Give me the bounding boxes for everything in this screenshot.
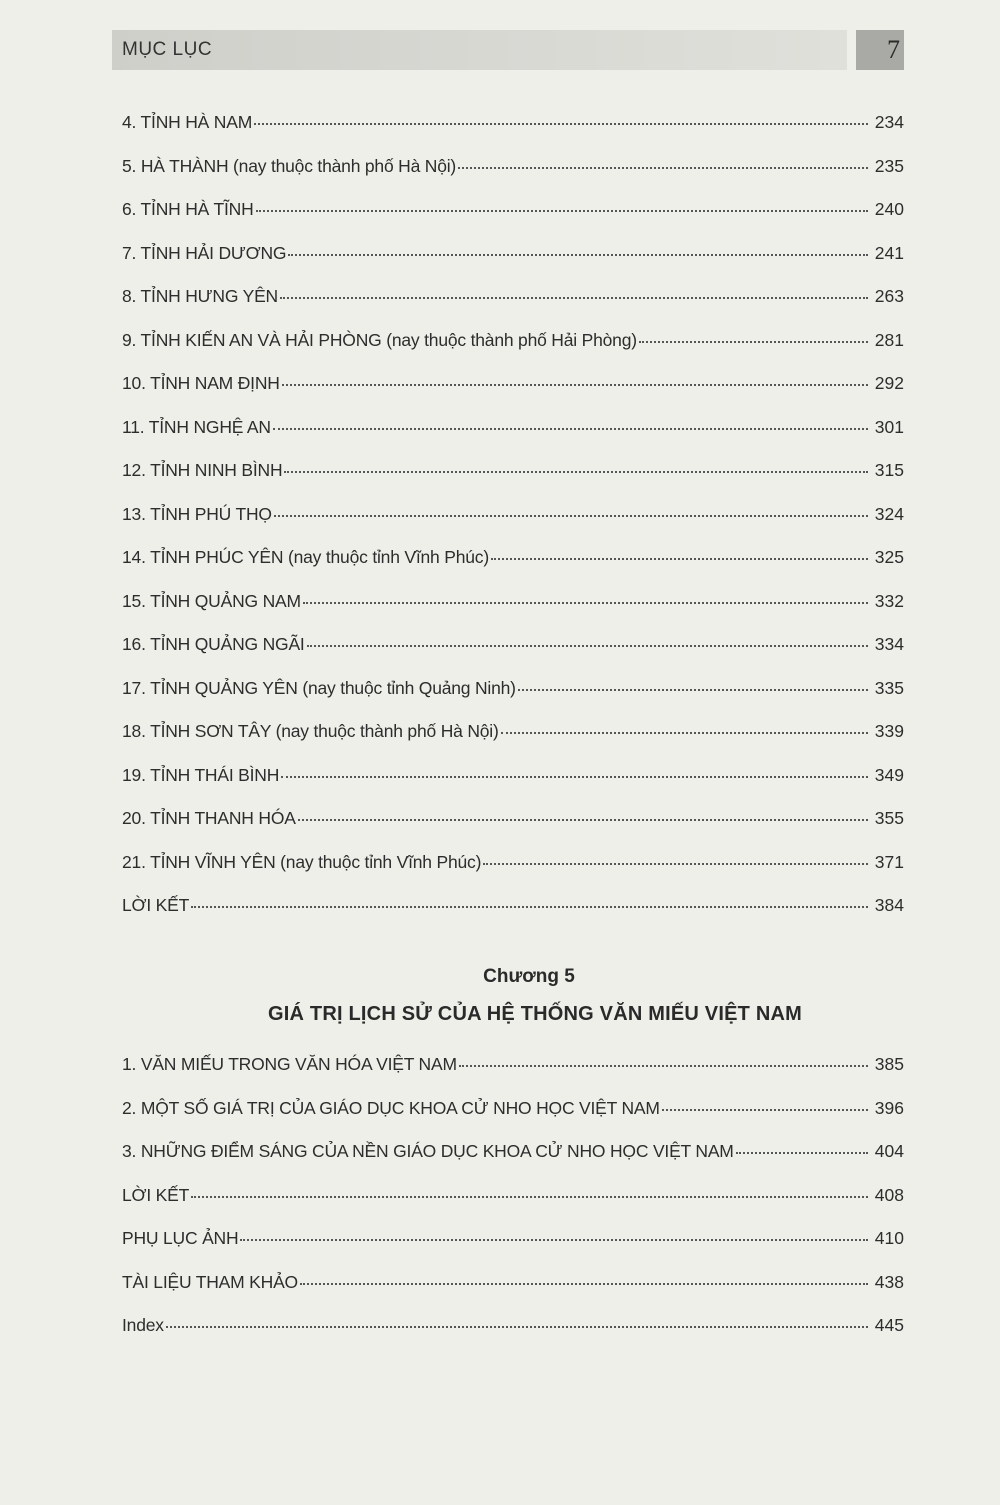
toc-entry[interactable] — [122, 286, 904, 330]
toc-entry-page: 292 — [874, 373, 904, 393]
toc-entry-label: 12. TỈNH NINH BÌNH — [122, 460, 283, 480]
toc-entry[interactable] — [122, 243, 904, 287]
toc-entry[interactable] — [122, 852, 904, 896]
toc-entry-page: 301 — [874, 416, 904, 437]
toc-entry[interactable] — [122, 634, 904, 678]
toc-entry-page: 235 — [874, 155, 904, 176]
dot-leader — [458, 167, 868, 169]
dot-leader — [300, 1283, 868, 1285]
toc-entry-page: 385 — [874, 1054, 904, 1074]
header-title: MỤC LỤC — [122, 39, 213, 60]
toc-entry[interactable] — [122, 678, 904, 722]
dot-leader — [736, 1152, 868, 1154]
dot-leader — [281, 776, 868, 778]
toc-entry-page: 371 — [874, 851, 904, 872]
dot-leader — [501, 732, 868, 734]
toc-entry[interactable] — [122, 504, 904, 548]
chapter-number: Chương 5 — [483, 966, 575, 987]
toc-entry[interactable] — [122, 156, 904, 200]
toc-entry-page: 325 — [874, 547, 904, 567]
toc-entry[interactable] — [122, 199, 904, 243]
dot-leader — [483, 863, 868, 865]
toc-entry-label: 3. NHỮNG ĐIỂM SÁNG CỦA NỀN GIÁO DỤC KHOA CỬ NHO HỌC VIỆT NAM — [122, 1141, 734, 1161]
toc-entry-label: LỜI KẾT — [122, 1184, 190, 1205]
toc-entry-page: 396 — [874, 1097, 904, 1118]
dot-leader — [191, 906, 868, 908]
toc-entry-label: 2. MỘT SỐ GIÁ TRỊ CỦA GIÁO DỤC KHOA CỬ NHO HỌC VIỆT NAM — [122, 1097, 660, 1118]
toc-entry-label: 17. TỈNH QUẢNG YÊN (nay thuộc tỉnh Quảng Ninh) — [122, 677, 516, 698]
toc-entry[interactable] — [122, 1185, 904, 1229]
toc-entry-page: 404 — [874, 1141, 904, 1161]
toc-entry[interactable] — [122, 547, 904, 591]
toc-entry-label: 21. TỈNH VĨNH YÊN (nay thuộc tỉnh Vĩnh Phúc) — [122, 851, 482, 872]
toc-entry-label: 19. TỈNH THÁI BÌNH — [122, 764, 280, 785]
toc-entry-label: TÀI LIỆU THAM KHẢO — [122, 1271, 298, 1292]
toc-entry[interactable] — [122, 765, 904, 809]
toc-entry-label: 8. TỈNH HƯNG YÊN — [122, 286, 278, 306]
toc-entry-label: 15. TỈNH QUẢNG NAM — [122, 590, 301, 611]
toc-entry[interactable] — [122, 112, 904, 156]
toc-list-chapter-5 — [122, 1054, 904, 1359]
toc-entry[interactable] — [122, 895, 904, 939]
toc-entry[interactable] — [122, 721, 904, 765]
dot-leader — [303, 602, 868, 604]
toc-entry-label: 7. TỈNH HẢI DƯƠNG — [122, 242, 287, 263]
toc-list-chapter-4 — [122, 112, 904, 939]
dot-leader — [274, 515, 868, 517]
toc-entry-label: LỜI KẾT — [122, 895, 190, 915]
dot-leader — [256, 210, 868, 212]
toc-entry-page: 281 — [874, 329, 904, 350]
running-header — [112, 30, 847, 70]
toc-entry-page: 410 — [874, 1228, 904, 1248]
dot-leader — [639, 341, 868, 343]
toc-entry-label: 9. TỈNH KIẾN AN VÀ HẢI PHÒNG (nay thuộc thành phố Hải Phòng) — [122, 329, 637, 350]
dot-leader — [166, 1326, 868, 1328]
toc-entry-page: 349 — [874, 764, 904, 785]
dot-leader — [307, 645, 868, 647]
page-number: 7 — [887, 35, 900, 64]
toc-entry[interactable] — [122, 591, 904, 635]
toc-entry-label: 6. TỈNH HÀ TĨNH — [122, 199, 254, 219]
toc-entry[interactable] — [122, 460, 904, 504]
toc-entry-label: PHỤ LỤC ẢNH — [122, 1228, 239, 1248]
toc-entry-label: 18. TỈNH SƠN TÂY (nay thuộc thành phố Hà Nội) — [122, 721, 499, 741]
toc-entry-page: 408 — [874, 1184, 904, 1205]
toc-entry-page: 438 — [874, 1271, 904, 1292]
toc-entry[interactable] — [122, 808, 904, 852]
dot-leader — [298, 819, 868, 821]
dot-leader — [191, 1196, 868, 1198]
toc-entry[interactable] — [122, 1315, 904, 1359]
dot-leader — [240, 1239, 868, 1241]
toc-entry-page: 334 — [874, 634, 904, 654]
toc-entry-page: 240 — [874, 199, 904, 219]
dot-leader — [491, 558, 868, 560]
toc-entry-page: 335 — [874, 677, 904, 698]
toc-entry-label: 20. TỈNH THANH HÓA — [122, 808, 296, 828]
toc-entry-label: 13. TỈNH PHÚ THỌ — [122, 503, 272, 524]
toc-entry-page: 241 — [874, 242, 904, 263]
toc-entry-label: 5. HÀ THÀNH (nay thuộc thành phố Hà Nội) — [122, 155, 457, 176]
dot-leader — [254, 123, 868, 125]
toc-entry-page: 355 — [874, 808, 904, 828]
toc-entry-page: 315 — [874, 460, 904, 480]
dot-leader — [280, 297, 868, 299]
toc-entry-label: 1. VĂN MIẾU TRONG VĂN HÓA VIỆT NAM — [122, 1054, 457, 1074]
toc-entry-page: 234 — [874, 112, 904, 132]
toc-entry[interactable] — [122, 417, 904, 461]
toc-entry-label: 16. TỈNH QUẢNG NGÃI — [122, 634, 305, 654]
toc-entry-page: 339 — [874, 721, 904, 741]
toc-entry-page: 445 — [874, 1315, 904, 1335]
toc-entry-label: 4. TỈNH HÀ NAM — [122, 112, 253, 132]
toc-entry[interactable] — [122, 1054, 904, 1098]
toc-entry-label: Index — [122, 1315, 164, 1335]
toc-entry[interactable] — [122, 1098, 904, 1142]
dot-leader — [284, 471, 868, 473]
toc-entry-label: 11. TỈNH NGHỆ AN — [122, 416, 271, 437]
dot-leader — [459, 1065, 868, 1067]
dot-leader — [662, 1109, 868, 1111]
dot-leader — [273, 428, 868, 430]
toc-entry[interactable] — [122, 330, 904, 374]
toc-entry-label: 10. TỈNH NAM ĐỊNH — [122, 373, 280, 393]
toc-entry[interactable] — [122, 1228, 904, 1272]
toc-entry-page: 263 — [874, 286, 904, 306]
chapter-title: GIÁ TRỊ LỊCH SỬ CỦA HỆ THỐNG VĂN MIẾU VIỆT NAM — [268, 1003, 802, 1025]
toc-entry[interactable] — [122, 1141, 904, 1185]
toc-entry[interactable] — [122, 373, 904, 417]
page-number-box — [856, 30, 904, 70]
toc-entry-page: 324 — [874, 503, 904, 524]
dot-leader — [288, 254, 868, 256]
toc-entry-page: 384 — [874, 895, 904, 915]
toc-entry[interactable] — [122, 1272, 904, 1316]
toc-entry-page: 332 — [874, 590, 904, 611]
toc-entry-label: 14. TỈNH PHÚC YÊN (nay thuộc tỉnh Vĩnh Phúc) — [122, 547, 489, 567]
dot-leader — [282, 384, 868, 386]
dot-leader — [518, 689, 868, 691]
